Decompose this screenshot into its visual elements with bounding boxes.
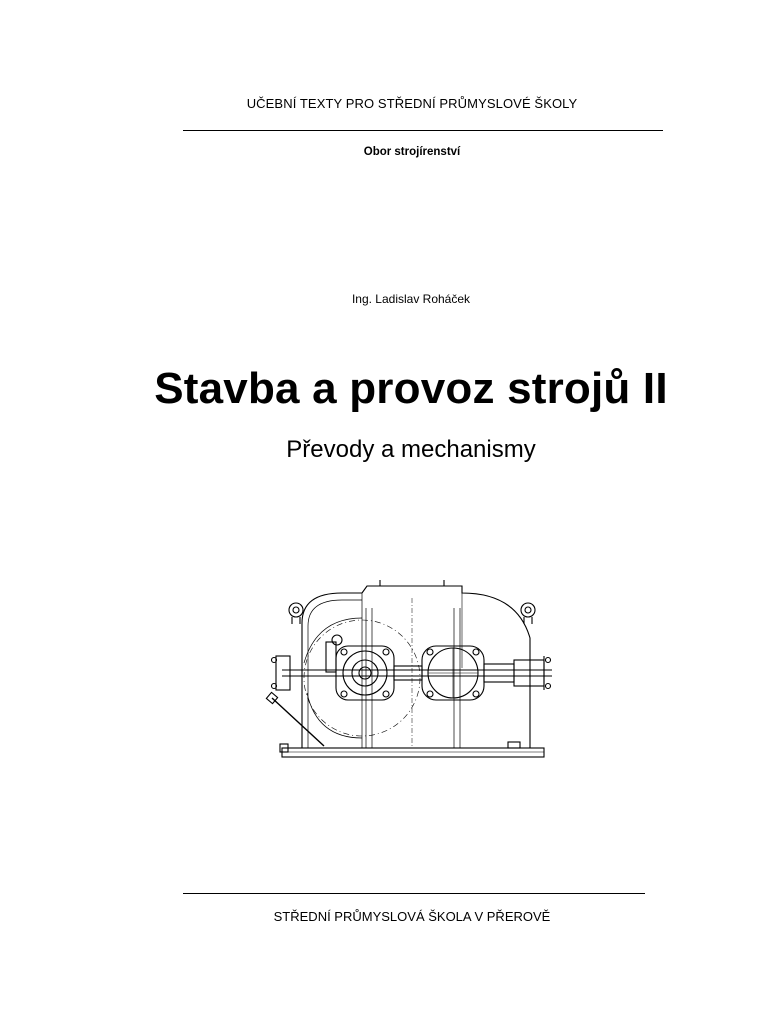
author-name: Ing. Ladislav Roháček [351,292,471,306]
gearbox-drawing-icon [262,578,562,768]
document-title: Stavba a provoz strojů II [154,364,668,413]
series-title: UČEBNÍ TEXTY PRO STŘEDNÍ PRŮMYSLOVÉ ŠKOLY [246,96,578,111]
document-subtitle: Převody a mechanismy [286,436,536,463]
school-name: STŘEDNÍ PRŮMYSLOVÁ ŠKOLA V PŘEROVĚ [273,909,551,924]
field-of-study: Obor strojírenství [363,146,461,158]
top-divider [183,130,663,131]
bottom-divider [183,893,645,894]
